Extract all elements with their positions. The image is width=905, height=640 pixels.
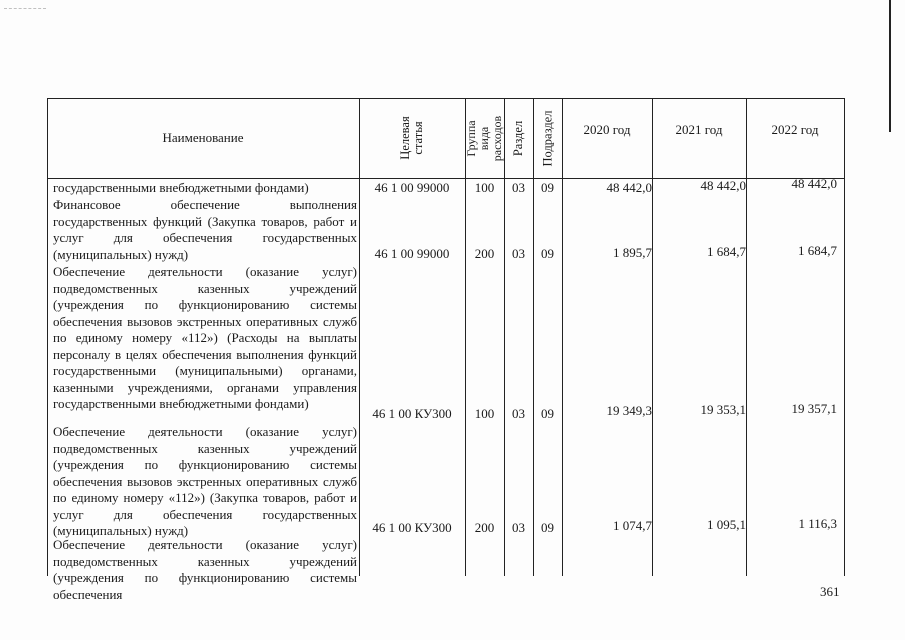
- row-section: 03: [512, 246, 525, 261]
- row-value-2022: 1 116,3: [798, 516, 837, 531]
- row-code: 46 1 00 КУ300: [372, 406, 452, 421]
- row-subsection: 09: [541, 406, 554, 421]
- header-section: Раздел: [511, 120, 526, 156]
- page-number: 361: [820, 584, 840, 599]
- row-subsection: 09: [541, 520, 554, 535]
- row-value-2020: 48 442,0: [606, 180, 652, 195]
- row-value-2020: 19 349,3: [606, 403, 652, 418]
- row-group: 100: [474, 180, 495, 195]
- row-code: 46 1 00 99000: [374, 246, 450, 261]
- header-year-2020: 2020 год: [583, 122, 631, 137]
- row-value-2020: 1 895,7: [613, 245, 652, 260]
- scan-corner-mark: [4, 8, 46, 11]
- col-border: [652, 98, 653, 576]
- header-subsection: Подраздел: [540, 110, 554, 166]
- row-description: Финансовое обеспечение выполнения государственных функций (Закупка товаров, работ и услуг для обеспечения государственных (муниципальных) нужд): [53, 197, 357, 262]
- row-section: 03: [512, 520, 525, 535]
- header-group: Группа вида расходов: [464, 115, 504, 161]
- header-year-2022: 2022 год: [771, 122, 819, 137]
- row-value-2020: 1 074,7: [613, 518, 652, 533]
- row-description: государственными внебюджетными фондами): [53, 180, 309, 195]
- row-subsection: 09: [541, 180, 554, 195]
- row-value-2022: 19 357,1: [791, 401, 837, 416]
- col-border: [562, 98, 563, 576]
- col-border: [746, 98, 747, 576]
- row-value-2021: 1 684,7: [707, 244, 746, 259]
- row-code: 46 1 00 99000: [374, 180, 450, 195]
- row-value-2021: 48 442,0: [700, 178, 746, 193]
- header-code: Целевая статья: [398, 116, 425, 160]
- row-code: 46 1 00 КУ300: [372, 520, 452, 535]
- header-year-2021: 2021 год: [675, 122, 723, 137]
- row-section: 03: [512, 406, 525, 421]
- row-value-2021: 1 095,1: [707, 517, 746, 532]
- row-section: 03: [512, 180, 525, 195]
- row-description: Обеспечение деятельности (оказание услуг) подведомственных казенных учреждений (учреждения по функционированию системы обеспечения вызовов экстренных оперативных служб по единому номеру «112») (Закупка товаров, работ и услуг для обеспечения государственных (муниципальных) нужд): [53, 424, 357, 538]
- row-group: 100: [474, 406, 495, 421]
- row-group: 200: [474, 246, 495, 261]
- row-group: 200: [474, 520, 495, 535]
- row-value-2022: 48 442,0: [791, 176, 837, 191]
- row-description: Обеспечение деятельности (оказание услуг) подведомственных казенных учреждений (учреждения по функционированию системы обеспечения: [53, 537, 357, 602]
- row-value-2021: 19 353,1: [700, 402, 746, 417]
- scan-edge-line: [889, 0, 891, 132]
- col-border: [844, 98, 845, 576]
- row-description: Обеспечение деятельности (оказание услуг) подведомственных казенных учреждений (учреждения по функционированию системы обеспечения вызовов экстренных оперативных служб по единому номеру «112») (Расходы на выплаты персоналу в целях обеспечения выполнения функций государственными (муниципальными) органами, казенными учреждениями, органами управления государственными внебюджетными фондами): [53, 264, 357, 411]
- row-value-2022: 1 684,7: [798, 243, 837, 258]
- row-subsection: 09: [541, 246, 554, 261]
- header-name: Наименование: [162, 130, 244, 145]
